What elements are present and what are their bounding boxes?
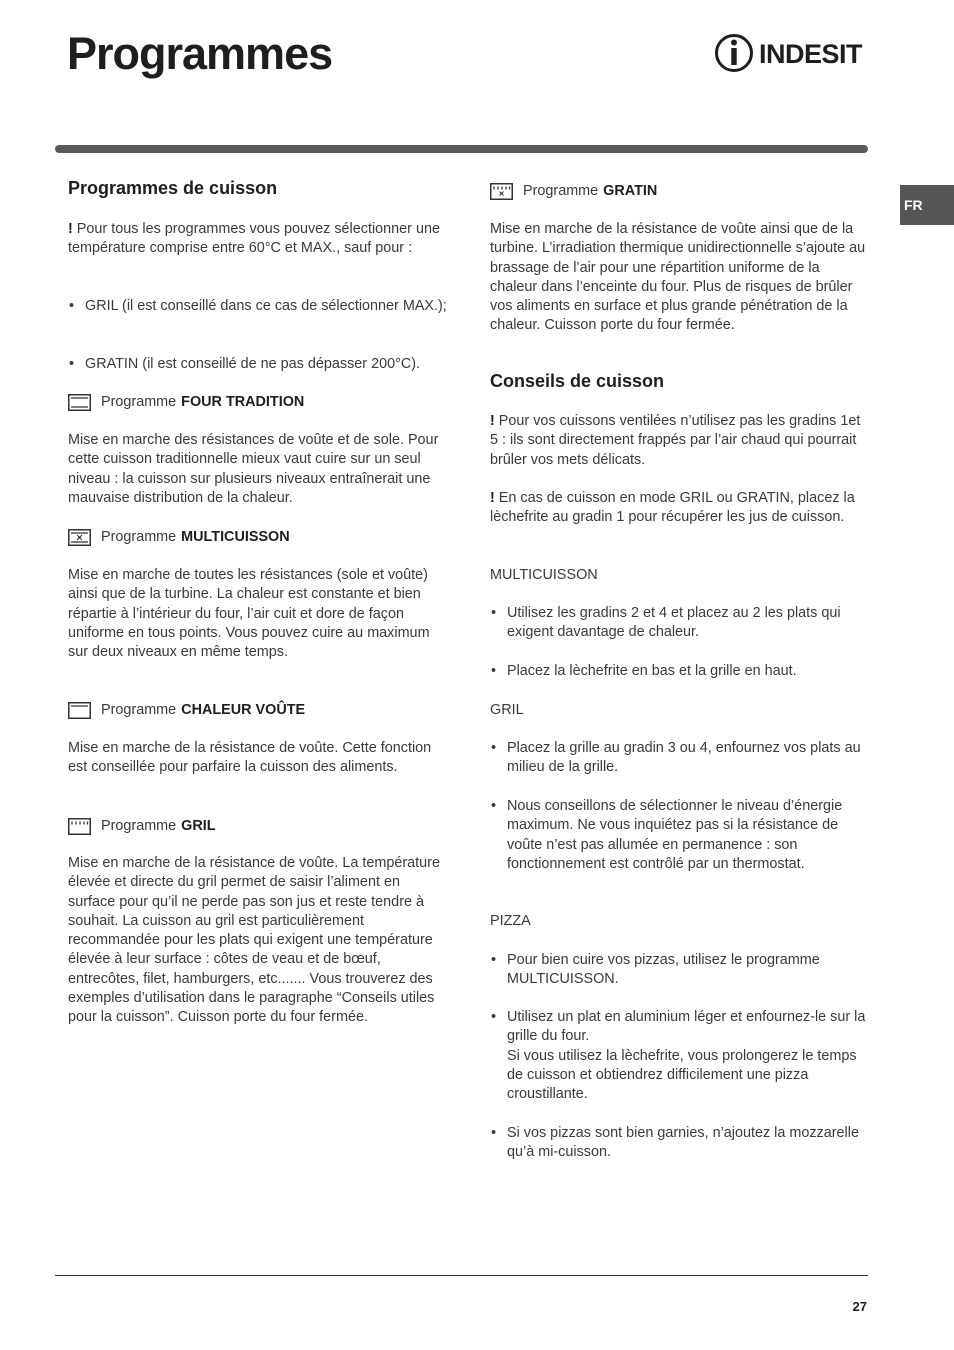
section-heading-programmes: Programmes de cuisson [68,178,278,198]
program-description: Mise en marche des résistances de voûte et de sole. Pour cette cuisson traditionnelle mieux vaut cuire sur un seul niveau : la cuisson sur plusieurs niveaux entraînerait une mauvaise distribution de la chaleur. [68,432,439,506]
list-item: • Utilisez un plat en aluminium léger et enfournez-le sur la grille du four. Si vous utilisez la lèchefrite, vous prolongerez le temps de cuisson et obtiendrez difficilement une pizza croustillante. [491,1009,866,1103]
intro-paragraph [68,220,448,259]
subsection-label: MULTICUISSON [490,567,598,583]
gril-icon [68,818,91,835]
bullet-extra-text: Si vous utilisez la lèchefrite, vous prolongerez le temps de cuisson et obtiendrez difficilement une pizza croustillante. [507,1047,857,1103]
list-item: • GRATIN (il est conseillé de ne pas dépasser 200°C). [69,356,421,372]
bullet-text: GRIL (il est conseillé dans ce cas de sélectionner MAX.); [85,298,447,314]
bullet-text: Si vos pizzas sont bien garnies, n’ajoutez la mozzarelle qu’à mi-cuisson. [507,1125,859,1161]
program-prefix: Programme [101,818,177,834]
program-description: Mise en marche de la résistance de voûte ainsi que de la turbine. L’irradiation thermique unidirectionnelle s’ajoute au brassage de l’air pour une répartition uniforme de la chaleur dans l’enceinte du four. Plus de risques de brûler vos aliments en surface et plus grande pénétration de la chaleur. Cuisson porte du four fermée. [490,221,866,334]
intro-text: Pour tous les programmes vous pouvez sélectionner une température comprise entre 60°C et MAX., sauf pour : [68,221,440,257]
header-rule [55,145,868,153]
footer-rule [55,1275,868,1276]
indesit-logo [714,31,870,75]
bullet-text: Placez la lèchefrite en bas et la grille en haut. [507,663,797,679]
program-gratin [490,182,657,201]
program-name: MULTICUISSON [181,529,290,545]
program-gril [68,817,216,836]
four-tradition-icon [68,394,91,411]
program-prefix: Programme [101,529,177,545]
note-text: Pour vos cuissons ventilées n’utilisez pas les gradins 1et 5 : ils sont directement frappés par l’air chaud qui pourrait brûler vos mets délicats. [490,413,861,468]
note-paragraph [490,412,870,470]
bullet-text: Placez la grille au gradin 3 ou 4, enfournez vos plats au milieu de la grille. [507,740,861,776]
list-item: • Pour bien cuire vos pizzas, utilisez le programme MULTICUISSON. [491,952,820,988]
program-name: CHALEUR VOÛTE [181,702,306,718]
section-heading-conseils: Conseils de cuisson [490,371,665,391]
subsection-label: PIZZA [490,913,531,929]
program-description: Mise en marche de la résistance de voûte. Cette fonction est conseillée pour parfaire la cuisson des aliments. [68,740,432,776]
svg-text:INDESIT: INDESIT [759,39,863,69]
warning-mark: ! [490,490,495,506]
program-chaleur-voute [68,701,305,720]
gratin-icon [490,183,513,200]
program-multicuisson [68,528,290,547]
program-four-tradition [68,393,304,412]
warning-mark: ! [68,221,73,237]
note-text: En cas de cuisson en mode GRIL ou GRATIN, placez la lèchefrite au gradin 1 pour récupérer les jus de cuisson. [490,490,855,526]
bullet-text: GRATIN (il est conseillé de ne pas dépasser 200°C). [85,356,421,372]
program-description: Mise en marche de toutes les résistances (sole et voûte) ainsi que de la turbine. La chaleur est constante et bien répartie à l’intérieur du four, l’air cuit et dore de façon uniforme en tous points. Vous pouvez cuire au maximum sur deux niveaux en même temps. [68,567,430,661]
program-name: GRATIN [603,183,658,199]
page-title: Programmes [67,28,333,79]
list-item: • Nous conseillons de sélectionner le niveau d’énergie maximum. Ne vous inquiétez pas si la résistance de voûte n’est pas allumée en permanence : son fonctionnement est contrôlé par un thermostat. [491,798,843,872]
page-number: 27 [852,1299,867,1314]
list-item: • Utilisez les gradins 2 et 4 et placez au 2 les plats qui exigent davantage de chaleur. [491,605,841,641]
bullet-text: Nous conseillons de sélectionner le niveau d’énergie maximum. Ne vous inquiétez pas si la résistance de voûte n’est pas allumée en permanence : son fonctionnement est contrôlé par un thermostat. [507,798,843,872]
program-description: Mise en marche de la résistance de voûte. La température élevée et directe du gril permet de saisir l’aliment en surface pour qu’il ne perde pas son jus et reste tendre à souhait. La cuisson au gril est particulièrement recommandée pour les plats qui exigent une température élevée à leur surface : côtes de veau et de bœuf, entrecôtes, filet, hamburgers, etc....... Vous trouverez des exemples d’utilisation dans le paragraphe “Conseils utiles pour la cuisson”. Cuisson porte du four fermée. [68,855,440,1026]
subsection-label: GRIL [490,702,524,718]
list-item: • Si vos pizzas sont bien garnies, n’ajoutez la mozzarelle qu’à mi-cuisson. [491,1125,859,1161]
bullet-text: Utilisez les gradins 2 et 4 et placez au 2 les plats qui exigent davantage de chaleur. [507,605,841,641]
program-prefix: Programme [523,183,599,199]
warning-mark: ! [490,413,495,429]
language-label: FR [904,197,923,213]
list-item: • GRIL (il est conseillé dans ce cas de sélectionner MAX.); [69,298,447,314]
chaleur-voute-icon [68,702,91,719]
list-item: • Placez la lèchefrite en bas et la grille en haut. [491,663,797,679]
multicuisson-icon [68,529,91,546]
program-prefix: Programme [101,702,177,718]
bullet-text: Utilisez un plat en aluminium léger et enfournez-le sur la grille du four. [507,1009,866,1045]
program-name: GRIL [181,818,216,834]
language-tab [900,185,954,225]
program-name: FOUR TRADITION [181,394,305,410]
list-item: • Placez la grille au gradin 3 ou 4, enfournez vos plats au milieu de la grille. [491,740,861,776]
program-prefix: Programme [101,394,177,410]
note-paragraph [490,489,870,528]
bullet-text: Pour bien cuire vos pizzas, utilisez le programme MULTICUISSON. [507,952,820,988]
